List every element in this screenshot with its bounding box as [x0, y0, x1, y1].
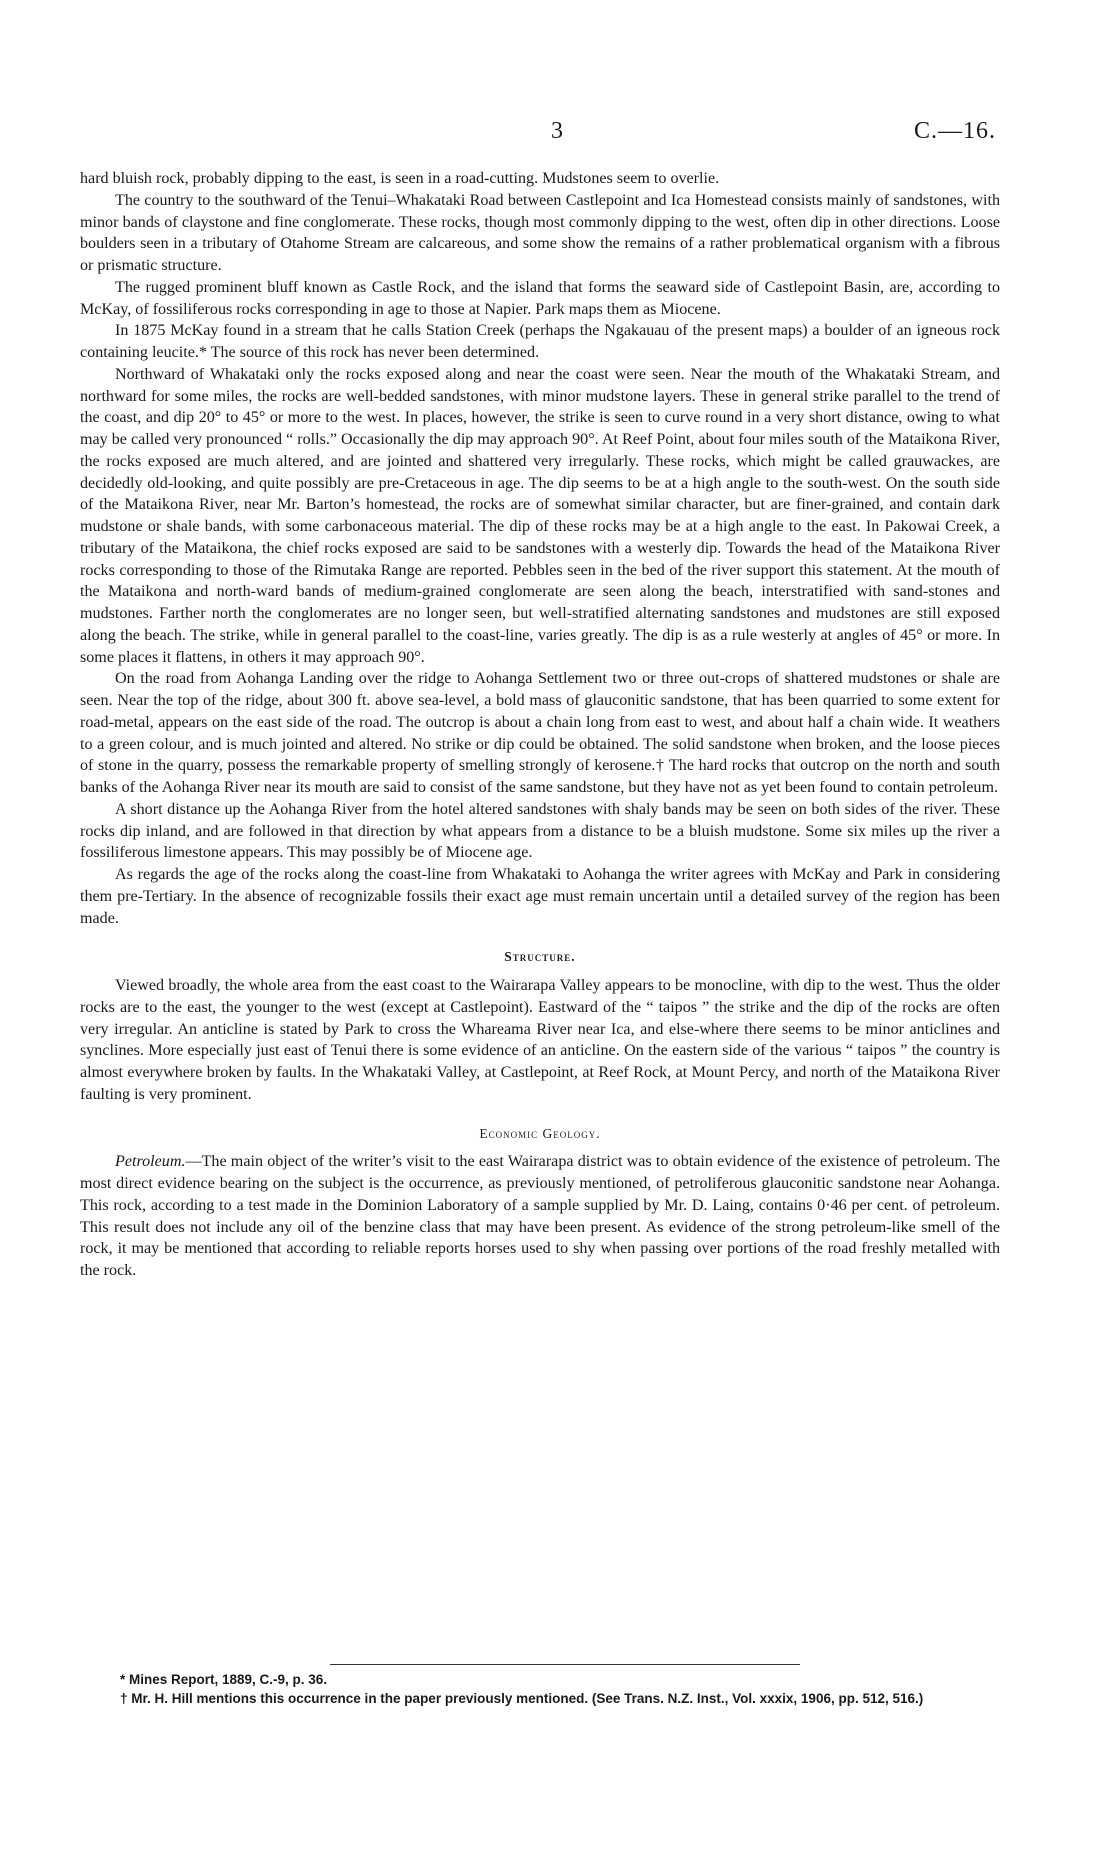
paragraph: A short distance up the Aohanga River from the hotel altered sandstones with shaly bands may be seen on both sides of the river. These rocks dip inland, and are followed in that direction by what appears from a distance to be a bluish mudstone. Some six miles up the river a fossiliferous limestone appears. This may possibly be of Miocene age. [80, 800, 1000, 862]
paragraph: Viewed broadly, the whole area from the east coast to the Wairarapa Valley appears to be monocline, with dip to the west. Thus the older rocks are to the east, the younger to the west (except at Castlepoint). Eastward of the “ taipos ” the strike and the dip of the rocks are often very irregular. An anticline is stated by Park to cross the Whareama River near Ica, and else-where there seems to be minor anticlines and synclines. More especially just east of Tenui there is some evidence of an anticline. On the eastern side of the various “ taipos ” the country is almost everywhere broken by faults. In the Whakataki Valley, at Castlepoint, at Reef Rock, at Mount Percy, and north of the Mataikona River faulting is very prominent. [80, 977, 1000, 1103]
paragraph: As regards the age of the rocks along the coast-line from Whakataki to Aohanga the writer agrees with McKay and Park in considering them pre-Tertiary. In the absence of recognizable fossils their exact age must remain uncertain until a detailed survey of the region has been made. [80, 866, 1000, 927]
paragraph: In 1875 McKay found in a stream that he calls Station Creek (perhaps the Ngakauau of the present maps) a boulder of an igneous rock containing leucite.* The source of this rock has never been determined. [80, 322, 1000, 361]
document-reference: C.—16. [913, 118, 996, 144]
paragraph: The rugged prominent bluff known as Castle Rock, and the island that forms the seaward side of Castlepoint Basin, are, according to McKay, of fossiliferous rocks corresponding in age to those at Napier. Park maps them as Miocene. [80, 278, 1000, 318]
paragraph [80, 1151, 1000, 1282]
footnotes [80, 1670, 1000, 1708]
run-in-heading-petroleum: Petroleum. [115, 1153, 186, 1171]
paragraph-text: —The main object of the writer’s visit to the east Wairarapa district was to obtain evidence of the existence of petroleum. The most direct evidence bearing on the subject is the occurrence, as previously mentioned, of petroliferous glauconitic sandstone near Aohanga. This rock, according to a test made in the Dominion Laboratory of a sample supplied by Mr. D. Laing, contains 0·46 per cent. of petroleum. This result does not include any oil of the benzine class that may have been present. As evidence of the strong petroleum-like smell of the rock, it may be mentioned that according to reliable reports horses used to shy when passing over portions of the road freshly metalled with the rock. [80, 1153, 1000, 1279]
footnote: * Mines Report, 1889, C.-9, p. 36. [120, 1672, 328, 1687]
body-text [80, 168, 1000, 1282]
paragraph: On the road from Aohanga Landing over the ridge to Aohanga Settlement two or three out-crops of shattered mudstones or shale are seen. Near the top of the ridge, about 300 ft. above sea-level, a bold mass of glauconitic sandstone, that has been quarried to some extent for road-metal, appears on the east side of the road. The outcrop is about a chain long from east to west, and about half a chain wide. It weathers to a green colour, and is much jointed and altered. No strike or dip could be obtained. The solid sandstone when broken, and the loose pieces of stone in the quarry, possess the remarkable property of smelling strongly of kerosene.† The hard rocks that outcrop on the north and south banks of the Aohanga River near its mouth are said to consist of the same sandstone, but they have not as yet been found to contain petroleum. [80, 670, 1000, 796]
paragraph: The country to the southward of the Tenui–Whakataki Road between Castlepoint and Ica Homestead consists mainly of sandstones, with minor bands of claystone and fine conglomerate. These rocks, though most commonly dipping to the west, often dip in other directions. Loose boulders seen in a tributary of Otahome Stream are calcareous, and some show the remains of a rather problematical organism with a fibrous or prismatic structure. [80, 191, 1000, 274]
section-heading-structure: Structure. [504, 949, 576, 965]
page-number: 3 [551, 118, 563, 144]
paragraph: Northward of Whakataki only the rocks exposed along and near the coast were seen. Near the mouth of the Whakataki Stream, and northward for some miles, the rocks are well-bedded sandstones, with minor mudstone layers. These in general strike parallel to the trend of the coast, and dip 20° to 45° or more to the west. In places, however, the strike is seen to curve round in a very short distance, owing to what may be called very pronounced “ rolls.” Occasionally the dip may approach 90°. At Reef Point, about four miles south of the Mataikona River, the rocks exposed are much altered, and are jointed and shattered very irregularly. These rocks, which might be called grauwackes, are decidedly old-looking, and quite possibly are pre-Cretaceous in age. The dip seems to be at a high angle to the south-west. On the south side of the Mataikona River, near Mr. Barton’s homestead, the rocks are of somewhat similar character, but are finer-grained, and contain dark mudstone or shale bands, with some carbonaceous material. The dip of these rocks may be at a high angle to the east. In Pakowai Creek, a tributary of the Mataikona, the chief rocks exposed are said to be sandstones with a westerly dip. Towards the head of the Mataikona River rocks corresponding to those of the Rimutaka Range are reported. Pebbles seen in the bed of the river support this statement. At the mouth of the Mataikona and north-ward bands of medium-grained conglomerate are seen along the beach, interstratified with sand-stones and mudstones. Farther north the conglomerates are no longer seen, but well-stratified alternating sandstones and mudstones are still exposed along the beach. The strike, while in general parallel to the coast-line, varies greatly. The dip is as a rule westerly at angles of 45° or more. In some places it flattens, in others it may approach 90°. [80, 365, 1000, 666]
paragraph: hard bluish rock, probably dipping to the east, is seen in a road-cutting. Mudstones seem to overlie. [80, 170, 720, 187]
section-heading-economic-geology: Economic Geology. [479, 1125, 601, 1141]
footnote-divider [330, 1664, 800, 1665]
footnote: † Mr. H. Hill mentions this occurrence in the paper previously mentioned. (See Trans. N.Z. Inst., Vol. xxxix, 1906, pp. 512, 516.) [120, 1691, 924, 1706]
